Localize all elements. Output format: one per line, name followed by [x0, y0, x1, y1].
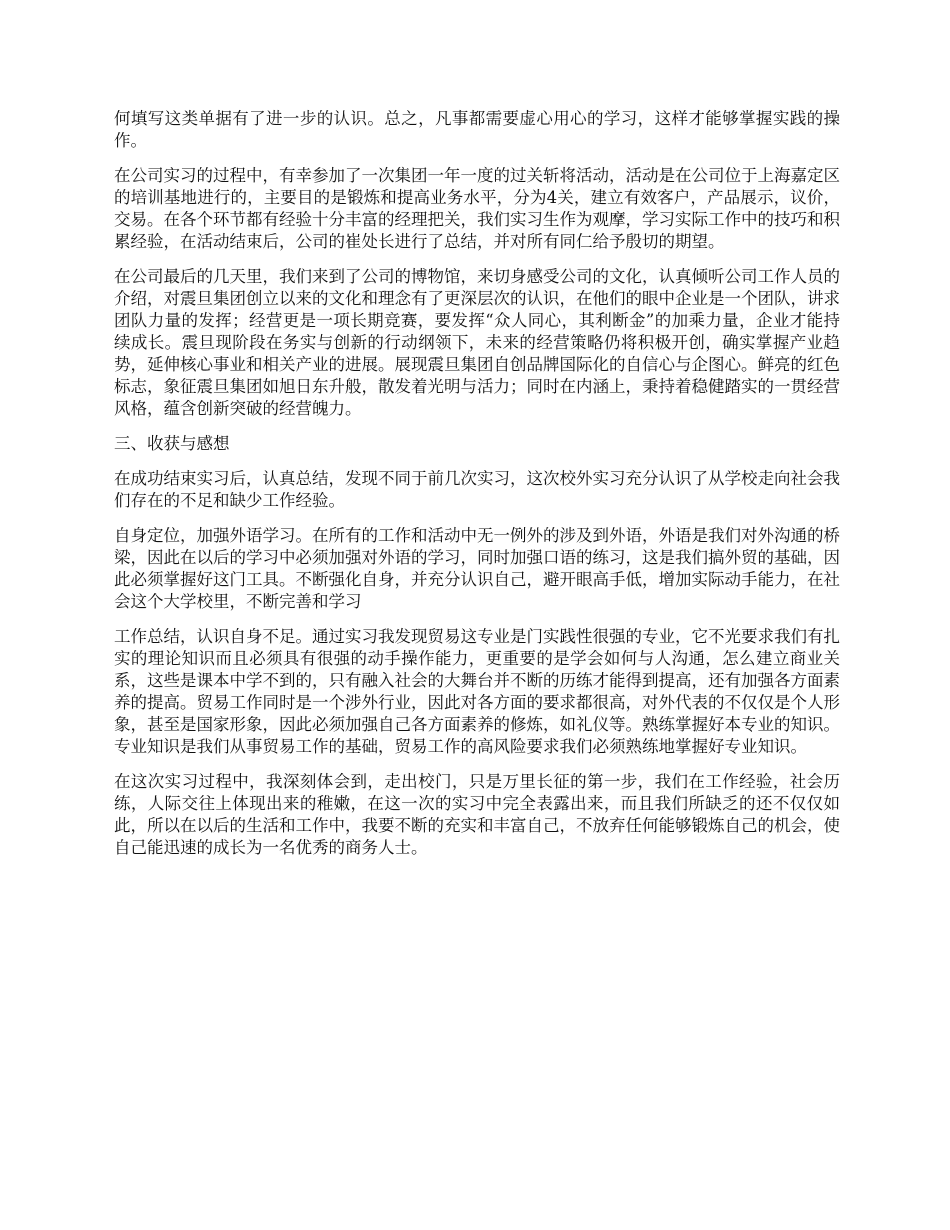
paragraph-5: 自身定位，加强外语学习。在所有的工作和活动中无一例外的涉及到外语，外语是我们对外沟通的桥梁，因此在以后的学习中必须加强对外语的学习，同时加强口语的练习，这是我们搞外贸的基础，因此必须掌握好这门工具。不断强化自身，并充分认识自己，避开眼高手低，增加实际动手能力，在社会这个大学校里，不断完善和学习: [114, 526, 840, 611]
paragraph-4: 在成功结束实习后，认真总结，发现不同于前几次实习，这次校外实习充分认识了从学校走向社会我们存在的不足和缺少工作经验。: [114, 469, 840, 510]
document-body: [114, 108, 840, 872]
paragraph-7: 在这次实习过程中，我深刻体会到，走出校门，只是万里长征的第一步，我们在工作经验，社会历练，人际交往上体现出来的稚嫩，在这一次的实习中完全表露出来，而且我们所缺乏的还不仅仅如此，所以在以后的生活和工作中，我要不断的充实和丰富自己，不放弃任何能够锻炼自己的机会，使自己能迅速的成长为一名优秀的商务人士。: [114, 772, 840, 857]
paragraph-3: 在公司最后的几天里，我们来到了公司的博物馆，来切身感受公司的文化，认真倾听公司工作人员的介绍，对震旦集团创立以来的文化和理念有了更深层次的认识，在他们的眼中企业是一个团队，讲求团队力量的发挥；经营更是一项长期竞赛，要发挥“众人同心，其利断金”的加乘力量，企业才能持续成长。震旦现阶段在务实与创新的行动纲领下，未来的经营策略仍将积极开创，确实掌握产业趋势，延伸核心事业和相关产业的进展。展现震旦集团自创品牌国际化的自信心与企图心。鲜亮的红色标志，象征震旦集团如旭日东升般，散发着光明与活力；同时在内涵上，秉持着稳健踏实的一贯经营风格，蕴含创新突破的经营魄力。: [114, 267, 840, 418]
paragraph-1: 何填写这类单据有了进一步的认识。总之，凡事都需要虚心用心的学习，这样才能够掌握实践的操作。: [114, 109, 840, 150]
paragraph-6: 工作总结，认识自身不足。通过实习我发现贸易这专业是门实践性很强的专业，它不光要求我们有扎实的理论知识而且必须具有很强的动手操作能力，更重要的是学会如何与人沟通，怎么建立商业关系，这些是课本中学不到的，只有融入社会的大舞台并不断的历练才能得到提高，还有加强各方面素养的提高。贸易工作同时是一个涉外行业，因此对各方面的要求都很高，对外代表的不仅仅是个人形象，甚至是国家形象，因此必须加强自己各方面素养的修炼，如礼仪等。熟练掌握好本专业的知识。专业知识是我们从事贸易工作的基础，贸易工作的高风险要求我们必须熟练地掌握好专业知识。: [114, 627, 840, 756]
paragraph-2: 在公司实习的过程中，有幸参加了一次集团一年一度的过关斩将活动，活动是在公司位于上海嘉定区的培训基地进行的，主要目的是锻炼和提高业务水平，分为4关，建立有效客户，产品展示，议价，交易。在各个环节都有经验十分丰富的经理把关，我们实习生作为观摩，学习实际工作中的技巧和积累经验，在活动结束后，公司的崔处长进行了总结，并对所有同仁给予殷切的期望。: [114, 166, 840, 251]
section-heading: 三、收获与感想: [114, 434, 230, 453]
